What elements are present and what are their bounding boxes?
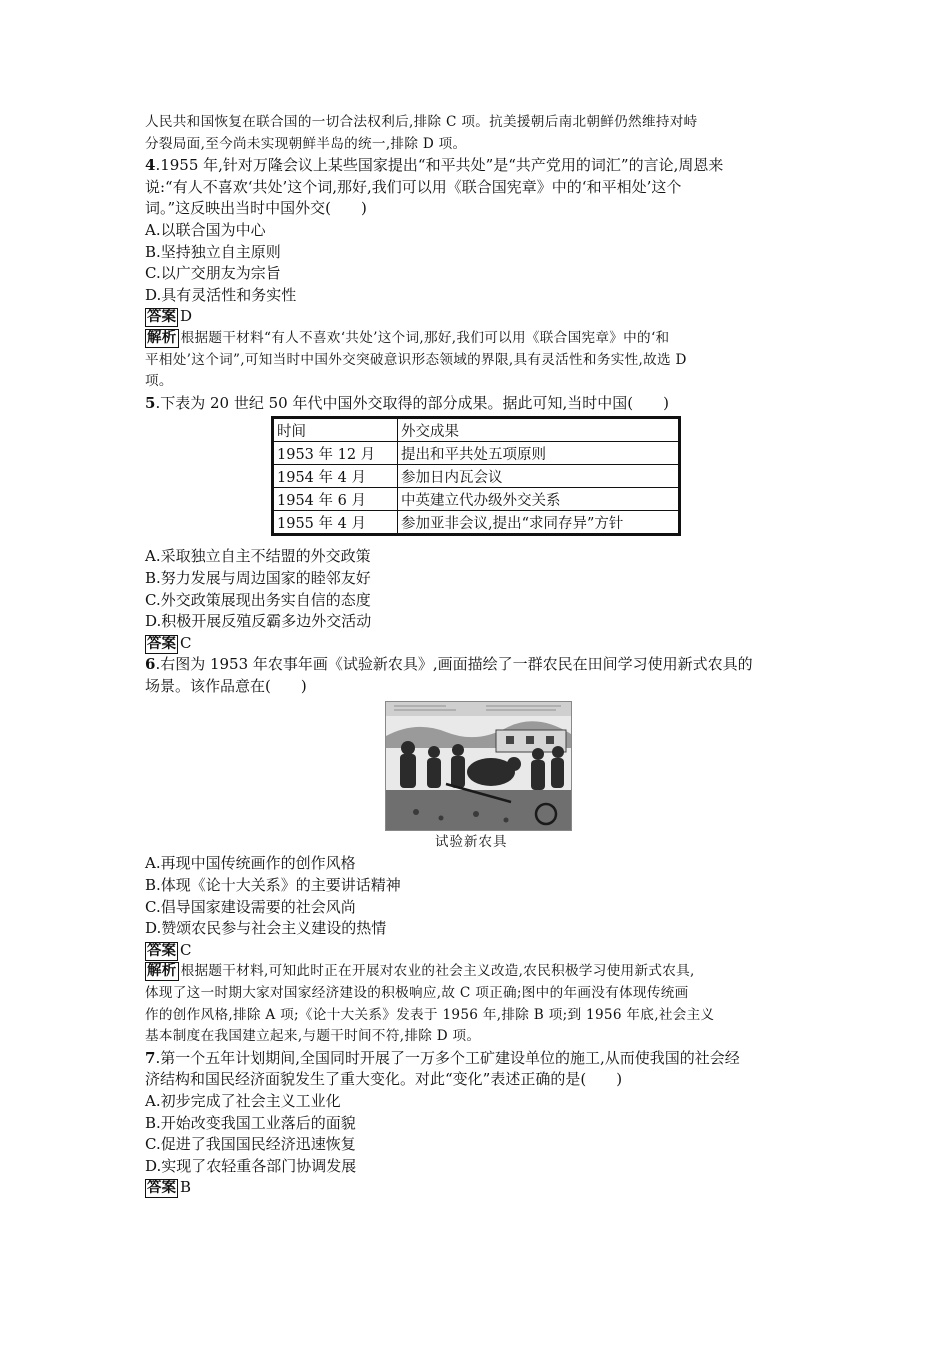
- answer-label: 答案: [147, 309, 176, 326]
- option-c: C.促进了我国国民经济迅速恢复: [145, 1135, 356, 1154]
- stem-text: .右图为 1953 年农事年画《试验新农具》,画面描绘了一群农民在田间学习使用新式农具的: [155, 655, 753, 674]
- option-b: B.努力发展与周边国家的睦邻友好: [145, 568, 371, 587]
- question-stem: [145, 1048, 813, 1070]
- table-row: [273, 511, 680, 535]
- explain-text: 项。: [145, 373, 173, 390]
- answer-row: [145, 306, 813, 328]
- answer-value: D: [180, 307, 193, 326]
- option-a: A.以联合国为中心: [145, 220, 266, 239]
- table-cell: 参加日内瓦会议: [398, 465, 680, 488]
- stem-text: .第一个五年计划期间,全国同时开展了一万多个工矿建设单位的施工,从而使我国的社会经: [155, 1048, 740, 1067]
- option-c: C.以广交朋友为宗旨: [145, 264, 281, 283]
- answer-label: 答案: [147, 942, 176, 959]
- stem-text: .下表为 20 世纪 50 年代中国外交取得的部分成果。据此可知,当时中国( ): [155, 393, 669, 412]
- option-a: A.再现中国传统画作的创作风格: [145, 854, 356, 873]
- question-number: 4: [145, 156, 156, 175]
- question-stem: [145, 654, 813, 676]
- explain-text: 根据题干材料,可知此时正在开展对农业的社会主义改造,农民积极学习使用新式农具,: [180, 963, 695, 980]
- option-b: B.体现《论十大关系》的主要讲话精神: [145, 876, 401, 895]
- table-cell: 1953 年 12 月: [273, 442, 398, 465]
- option-a: A.采取独立自主不结盟的外交政策: [145, 547, 371, 566]
- table-header-row: [273, 418, 680, 442]
- explain-text: 平相处’这个词”,可知当时中国外交突破意识形态领域的界限,具有灵活性和务实性,故选 D: [145, 351, 687, 368]
- explanation: [145, 328, 813, 350]
- option-b: B.坚持独立自主原则: [145, 242, 281, 261]
- farmers-with-plough-image: [386, 702, 571, 830]
- explain-text: 体现了这一时期大家对国家经济建设的积极响应,故 C 项正确;图中的年画没有体现传统画: [145, 985, 689, 1002]
- option-c: C.倡导国家建设需要的社会风尚: [145, 897, 356, 916]
- question-stem: 词。”这反映出当时中国外交( ): [145, 199, 367, 218]
- option-d: D.积极开展反殖反霸多边外交活动: [145, 612, 372, 631]
- option-b: B.开始改变我国工业落后的面貌: [145, 1113, 356, 1132]
- answer-row: [145, 633, 813, 655]
- option-d: D.实现了农轻重各部门协调发展: [145, 1156, 357, 1175]
- answer-value: C: [180, 633, 192, 652]
- explain-label: 解析: [147, 329, 177, 346]
- option-d: D.赞颂农民参与社会主义建设的热情: [145, 919, 387, 938]
- explain-text: 基本制度在我国建立起来,与题干时间不符,排除 D 项。: [145, 1028, 481, 1045]
- question-stem: 说:“有人不喜欢‘共处’这个词,那好,我们可以用《联合国宪章》中的‘和平相处’这个: [145, 177, 682, 196]
- table-row: [273, 488, 680, 511]
- intro-text: [145, 112, 813, 155]
- table-header: 时间: [273, 418, 398, 442]
- question-number: 7: [145, 1048, 156, 1067]
- question-number: 5: [145, 393, 156, 412]
- answer-row: [145, 1177, 813, 1199]
- question-stem: 济结构和国民经济面貌发生了重大变化。对此“变化”表述正确的是( ): [145, 1070, 623, 1089]
- explain-label: 解析: [147, 963, 177, 980]
- question-6: [145, 654, 813, 1048]
- question-number: 6: [145, 655, 156, 674]
- explain-text: 根据题干材料“有人不喜欢‘共处’这个词,那好,我们可以用《联合国宪章》中的‘和: [180, 329, 670, 346]
- table-row: [273, 442, 680, 465]
- answer-row: [145, 940, 813, 962]
- table-cell: 1954 年 4 月: [273, 465, 398, 488]
- table-cell: 中英建立代办级外交关系: [398, 488, 680, 511]
- option-a: A.初步完成了社会主义工业化: [145, 1092, 341, 1110]
- answer-value: B: [180, 1178, 192, 1197]
- woodcut-illustration: [385, 701, 572, 831]
- intro-line: 人民共和国恢复在联合国的一切合法权利后,排除 C 项。抗美援朝后南北朝鲜仍然维持对峙: [145, 114, 698, 130]
- explanation: [145, 961, 813, 983]
- intro-line: 分裂局面,至今尚未实现朝鲜半岛的统一,排除 D 项。: [145, 135, 467, 152]
- figure-caption: 试验新农具: [435, 834, 508, 851]
- option-c: C.外交政策展现出务实自信的态度: [145, 590, 371, 609]
- answer-value: C: [180, 940, 192, 959]
- question-stem: 场景。该作品意在( ): [145, 676, 307, 695]
- question-stem: [145, 393, 813, 415]
- explain-text: 作的创作风格,排除 A 项;《论十大关系》发表于 1956 年,排除 B 项;到 1956 年底,社会主义: [145, 1006, 715, 1023]
- answer-label: 答案: [147, 635, 176, 652]
- question-5: [145, 393, 813, 655]
- table-cell: 提出和平共处五项原则: [398, 442, 680, 465]
- answer-label: 答案: [147, 1180, 176, 1197]
- table-cell: 1954 年 6 月: [273, 488, 398, 511]
- table-header: 外交成果: [398, 418, 680, 442]
- table-cell: 参加亚非会议,提出“求同存异”方针: [398, 511, 680, 535]
- table-row: [273, 465, 680, 488]
- stem-text: .1955 年,针对万隆会议上某些国家提出“和平共处”是“共产党用的词汇”的言论,周恩来: [155, 156, 724, 175]
- table-cell: 1955 年 4 月: [273, 511, 398, 535]
- option-d: D.具有灵活性和务实性: [145, 285, 297, 304]
- diplomacy-table: [271, 416, 681, 536]
- question-4: [145, 155, 813, 393]
- question-7: [145, 1048, 813, 1199]
- question-stem: [145, 155, 813, 177]
- question-page: [145, 112, 813, 1199]
